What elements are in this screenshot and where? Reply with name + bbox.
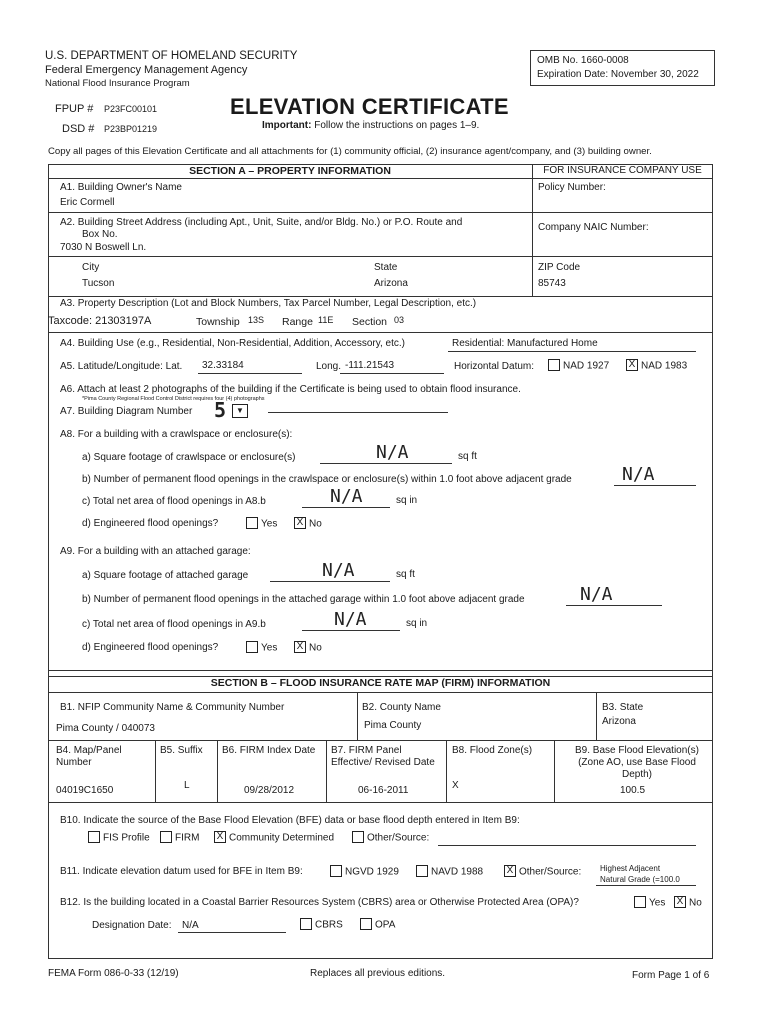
divider [326, 740, 327, 802]
suffix-value: L [184, 780, 190, 791]
designation-date-label: Designation Date: [92, 920, 172, 931]
underline [438, 845, 696, 846]
section-a-title: SECTION A – PROPERTY INFORMATION [189, 165, 391, 177]
a8d-yes-option[interactable]: Yes [246, 518, 277, 530]
a8d-yes-checkbox[interactable] [246, 517, 258, 529]
a8d-label: d) Engineered flood openings? [82, 518, 219, 529]
datum-note-1: Highest Adjacent [600, 864, 661, 873]
a3-label: A3. Property Description (Lot and Block Numbers, Tax Parcel Number, Legal Description, etc.) [60, 298, 477, 309]
insurance-use-header: FOR INSURANCE COMPANY USE [543, 165, 702, 176]
page-number: Form Page 1 of 6 [632, 970, 710, 981]
fpup-value: P23FC00101 [104, 104, 158, 114]
replaces-note: Replaces all previous editions. [310, 968, 446, 979]
a8a-label: a) Square footage of crawlspace or enclosure(s) [82, 452, 296, 463]
underline [320, 463, 452, 464]
policy-number-label: Policy Number: [538, 182, 606, 193]
county-value: Pima County [364, 720, 422, 731]
township-label: Township [196, 316, 240, 328]
underline [268, 412, 448, 413]
a8-label: A8. For a building with a crawlspace or enclosure(s): [60, 429, 293, 440]
a2-label-cont: Box No. [82, 229, 118, 240]
divider [48, 692, 713, 693]
a8d-no-option[interactable]: X No [294, 518, 322, 530]
city-label: City [82, 262, 100, 273]
fis-profile-option[interactable]: FIS Profile [88, 832, 150, 844]
a9d-no-checkbox[interactable]: X [294, 641, 306, 653]
map-panel-value: 04019C1650 [56, 785, 114, 796]
owner-name: Eric Cormell [60, 197, 115, 208]
community-value: Pima County / 040073 [56, 723, 155, 734]
a8c-value: N/A [330, 486, 363, 507]
b1-label: B1. NFIP Community Name & Community Number [60, 702, 285, 713]
a9-label: A9. For a building with an attached garage: [60, 546, 251, 557]
omb-box [530, 50, 715, 86]
divider [48, 740, 713, 741]
a9b-label: b) Number of permanent flood openings in the attached garage within 1.0 foot above adjacent grade [82, 594, 525, 605]
city-value: Tucson [82, 278, 115, 289]
fpup-label: FPUP # [55, 103, 94, 115]
b5-label: B5. Suffix [160, 745, 203, 756]
dsd-label: DSD # [62, 123, 95, 135]
state-value: Arizona [374, 278, 408, 289]
zip-value: 85743 [538, 278, 566, 289]
divider [554, 740, 555, 802]
a2-label: A2. Building Street Address (including Apt., Unit, Suite, and/or Bldg. No.) or P.O. Route and [60, 217, 463, 228]
datum-note-2: Natural Grade (=100.0 [600, 875, 680, 884]
program-name: National Flood Insurance Program [45, 78, 190, 89]
b8-label: B8. Flood Zone(s) [452, 745, 533, 756]
cbrs-checkbox[interactable] [300, 918, 312, 930]
divider [217, 740, 218, 802]
opa-checkbox[interactable] [360, 918, 372, 930]
naic-number-label: Company NAIC Number: [538, 222, 649, 233]
a9d-no-option[interactable]: X No [294, 642, 322, 654]
divider [48, 178, 713, 179]
nad1927-option[interactable]: NAD 1927 [548, 360, 609, 372]
section-label: Section [352, 316, 388, 328]
a9a-label: a) Square footage of attached garage [82, 570, 249, 581]
a9c-label: c) Total net area of flood openings in A9.b [82, 619, 266, 630]
a8b-value: N/A [622, 464, 655, 485]
ngvd-option[interactable]: NGVD 1929 [330, 866, 399, 878]
building-use-value: Residential: Manufactured Home [452, 338, 598, 349]
important-text: Follow the instructions on pages 1–9. [314, 120, 480, 131]
nad1983-option[interactable]: X NAD 1983 [626, 360, 687, 372]
underline [302, 630, 400, 631]
b7-label: B7. FIRM Panel Effective/ Revised Date [331, 745, 435, 768]
underline [178, 932, 286, 933]
agency-name: U.S. DEPARTMENT OF HOMELAND SECURITY [45, 50, 298, 62]
divider [532, 164, 533, 296]
b3-label: B3. State [602, 702, 644, 713]
diagram-number-value: 5 [214, 398, 227, 422]
divider [48, 802, 713, 803]
important-label: Important: [262, 120, 312, 131]
b10-label: B10. Indicate the source of the Base Flood Elevation (BFE) data or base flood depth entered in Item B9: [60, 815, 520, 826]
longitude-value: -111.21543 [345, 360, 395, 371]
divider [48, 296, 713, 297]
underline [270, 581, 390, 582]
agency-subname: Federal Emergency Management Agency [45, 64, 248, 76]
b12-no-option[interactable]: X No [674, 897, 702, 909]
base-flood-elevation-value: 100.5 [620, 785, 646, 796]
b4-label: B4. Map/Panel Number [56, 745, 122, 768]
community-determined-option[interactable]: X Community Determined [214, 832, 334, 844]
dsd-value: P23BP01219 [104, 124, 158, 134]
underline [614, 485, 696, 486]
chevron-down-icon[interactable]: ▼ [232, 404, 248, 418]
taxcode: Taxcode: 21303197A [48, 315, 152, 327]
a8c-label: c) Total net area of flood openings in A8.b [82, 496, 266, 507]
a6-label: A6. Attach at least 2 photographs of the building if the Certificate is being used to obtain flood insurance. [60, 384, 521, 395]
underline [596, 885, 696, 886]
divider [532, 212, 713, 213]
underline [198, 373, 302, 374]
other-datum-checkbox[interactable]: X [504, 865, 516, 877]
other-datum-option[interactable]: X Other/Source: [504, 866, 581, 878]
important-note [262, 120, 479, 131]
a1-label: A1. Building Owner's Name [60, 182, 182, 193]
copy-note: Copy all pages of this Elevation Certificate and all attachments for (1) community official, (2) insurance agent/company, and (3) building owner. [48, 146, 652, 157]
underline [448, 351, 696, 352]
a9c-unit: sq in [406, 618, 428, 629]
firm-checkbox[interactable] [160, 831, 172, 843]
flood-zone-value: X [452, 780, 459, 791]
section-value: 03 [394, 315, 405, 325]
street-address: 7030 N Boswell Ln. [60, 242, 147, 253]
a9d-label: d) Engineered flood openings? [82, 642, 219, 653]
community-determined-checkbox[interactable]: X [214, 831, 226, 843]
opa-option[interactable]: OPA [360, 919, 395, 931]
nad1983-checkbox[interactable]: X [626, 359, 638, 371]
a8c-unit: sq in [396, 495, 418, 506]
state-label: State [374, 262, 398, 273]
divider [596, 692, 597, 740]
page-title: ELEVATION CERTIFICATE [230, 94, 509, 119]
township-value: 13S [248, 315, 265, 325]
b6-label: B6. FIRM Index Date [222, 745, 316, 756]
a8a-value: N/A [376, 442, 409, 463]
other-source-option[interactable]: Other/Source: [352, 832, 429, 844]
divider [357, 692, 358, 740]
firm-index-date-value: 09/28/2012 [244, 785, 295, 796]
cbrs-option[interactable]: CBRS [300, 919, 343, 931]
b12-yes-checkbox[interactable] [634, 896, 646, 908]
a9a-value: N/A [322, 560, 355, 581]
divider [446, 740, 447, 802]
b2-label: B2. County Name [362, 702, 441, 713]
a4-label: A4. Building Use (e.g., Residential, Non-Residential, Addition, Accessory, etc.) [60, 338, 405, 349]
state-value-b3: Arizona [602, 716, 636, 727]
a9a-unit: sq ft [396, 569, 415, 580]
omb-number: OMB No. 1660-0008 [537, 55, 629, 66]
horizontal-datum-label: Horizontal Datum: [454, 361, 535, 372]
latitude-value: 32.33184 [202, 360, 244, 371]
b12-no-checkbox[interactable]: X [674, 896, 686, 908]
b11-label: B11. Indicate elevation datum used for BFE in Item B9: [60, 866, 303, 877]
b9-label: B9. Base Flood Elevation(s) (Zone AO, use Base Flood Depth) [575, 745, 699, 780]
form-id: FEMA Form 086-0-33 (12/19) [48, 968, 179, 979]
underline [302, 507, 390, 508]
range-label: Range [282, 316, 313, 328]
underline [566, 605, 662, 606]
a6-note: *Pima County Regional Flood Control District requires four (4) photographs [82, 396, 265, 402]
section-b-title: SECTION B – FLOOD INSURANCE RATE MAP (FIRM) INFORMATION [210, 677, 551, 689]
a8b-label: b) Number of permanent flood openings in the crawlspace or enclosure(s) within 1.0 foot above adjacent grade [82, 474, 572, 485]
divider [48, 256, 713, 257]
longitude-label: Long. [316, 361, 342, 372]
a9d-yes-option[interactable]: Yes [246, 642, 277, 654]
range-value: 11E [318, 315, 334, 325]
divider [155, 740, 156, 802]
a8a-unit: sq ft [458, 451, 477, 462]
underline [340, 373, 444, 374]
ngvd-checkbox[interactable] [330, 865, 342, 877]
a9b-value: N/A [580, 584, 613, 605]
firm-panel-date-value: 06-16-2011 [358, 785, 409, 796]
divider [48, 212, 532, 213]
firm-option[interactable]: FIRM [160, 832, 199, 844]
navd-checkbox[interactable] [416, 865, 428, 877]
expiration-date: Expiration Date: November 30, 2022 [537, 69, 699, 80]
other-source-checkbox[interactable] [352, 831, 364, 843]
navd-option[interactable]: NAVD 1988 [416, 866, 483, 878]
designation-date-value: N/A [182, 920, 199, 931]
zip-label: ZIP Code [538, 262, 581, 273]
fis-profile-checkbox[interactable] [88, 831, 100, 843]
divider [48, 332, 713, 333]
a9d-yes-checkbox[interactable] [246, 641, 258, 653]
a5-label: A5. Latitude/Longitude: Lat. [60, 361, 183, 372]
a9c-value: N/A [334, 609, 367, 630]
b12-label: B12. Is the building located in a Coastal Barrier Resources System (CBRS) area or Otherwise Protected Area (OPA)? [60, 897, 579, 908]
a8d-no-checkbox[interactable]: X [294, 517, 306, 529]
nad1927-checkbox[interactable] [548, 359, 560, 371]
b12-yes-option[interactable]: Yes [634, 897, 665, 909]
a7-label: A7. Building Diagram Number [60, 406, 193, 417]
